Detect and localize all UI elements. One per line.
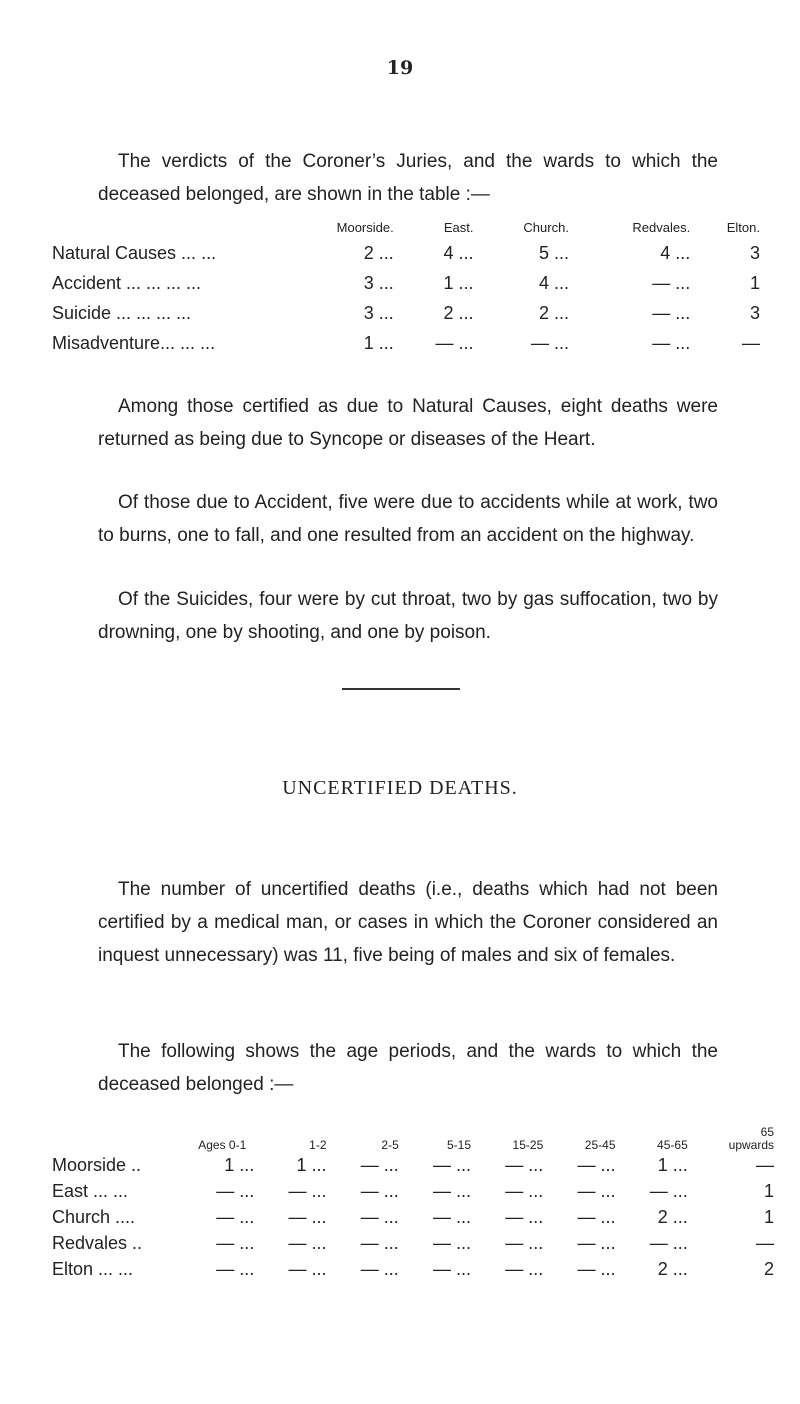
cell: — ... bbox=[216, 1206, 255, 1227]
cell: 2 ... bbox=[657, 1206, 688, 1227]
cell: — ... bbox=[216, 1258, 255, 1279]
col-header-east: East. bbox=[443, 219, 474, 235]
row-label: East ... ... bbox=[52, 1180, 129, 1201]
table-row bbox=[52, 1230, 774, 1256]
cell: — ... bbox=[360, 1232, 399, 1253]
cell: — ... bbox=[288, 1232, 327, 1253]
page-number: 19 bbox=[386, 57, 414, 79]
col-header-1-2: 1-2 bbox=[309, 1138, 327, 1152]
cell: — ... bbox=[649, 1232, 688, 1253]
cell: — ... bbox=[360, 1154, 399, 1175]
cell: 4 ... bbox=[660, 242, 691, 263]
cell: 1 ... bbox=[657, 1154, 688, 1175]
cell: — ... bbox=[216, 1180, 255, 1201]
cell: — ... bbox=[652, 272, 691, 293]
cell: — ... bbox=[577, 1154, 616, 1175]
col-header-2-5: 2-5 bbox=[381, 1138, 399, 1152]
row-label: Misadventure... ... ... bbox=[52, 332, 216, 353]
cell: 5 ... bbox=[538, 242, 569, 263]
col-header-ages-0-1: Ages 0-1 bbox=[198, 1138, 247, 1152]
cell: — bbox=[756, 1232, 774, 1253]
cell: — ... bbox=[505, 1206, 544, 1227]
table-row bbox=[52, 328, 760, 358]
cell: — ... bbox=[505, 1180, 544, 1201]
row-label: Elton ... ... bbox=[52, 1258, 134, 1279]
cell: — ... bbox=[649, 1180, 688, 1201]
row-label: Suicide ... ... ... ... bbox=[52, 302, 192, 323]
row-label: Church .... bbox=[52, 1206, 136, 1227]
cell: 2 ... bbox=[363, 242, 394, 263]
cell: — ... bbox=[652, 332, 691, 353]
cell: — ... bbox=[652, 302, 691, 323]
verdicts-header-row bbox=[52, 216, 760, 238]
paragraph-accident: Of those due to Accident, five were due to accidents while at work, two to burns, one to fall, and one resulted from an accident on the highway. bbox=[98, 492, 718, 546]
col-header-65-upwards bbox=[688, 1124, 774, 1152]
paragraph-ages-intro: The following shows the age periods, and the wards to which the deceased belonged :— bbox=[98, 1041, 718, 1095]
cell: — ... bbox=[505, 1258, 544, 1279]
cell: — bbox=[756, 1154, 774, 1175]
col-header-25-45: 25-45 bbox=[584, 1138, 616, 1152]
cell: 1 ... bbox=[363, 332, 394, 353]
col-header-5-15: 5-15 bbox=[446, 1138, 471, 1152]
age-periods-table bbox=[52, 1124, 774, 1282]
table-row bbox=[52, 1204, 774, 1230]
cell: 2 ... bbox=[443, 302, 474, 323]
col-header-moorside: Moorside. bbox=[336, 219, 394, 235]
cell: — ... bbox=[432, 1258, 471, 1279]
cell: — ... bbox=[360, 1206, 399, 1227]
cell: 1 ... bbox=[224, 1154, 255, 1175]
paragraph-uncertified: The number of uncertified deaths (i.e., deaths which had not been certified by a medical man, or cases in which the Coroner considered an inquest unnecessary) was 11, five being of males and six of females. bbox=[98, 879, 718, 966]
cell: — ... bbox=[577, 1258, 616, 1279]
cell: 2 ... bbox=[657, 1258, 688, 1279]
cell: 3 bbox=[749, 302, 760, 323]
cell: — ... bbox=[505, 1232, 544, 1253]
intro-paragraph: The verdicts of the Coroner’s Juries, and the wards to which the deceased belonged, are shown in the table :— bbox=[98, 151, 718, 205]
cell: — ... bbox=[577, 1232, 616, 1253]
cell: 2 bbox=[763, 1258, 774, 1279]
cell: — ... bbox=[360, 1258, 399, 1279]
paragraph-natural-causes: Among those certified as due to Natural Causes, eight deaths were returned as being due to Syncope or diseases of the Heart. bbox=[98, 396, 718, 450]
col-header-upwards: upwards bbox=[728, 1138, 774, 1152]
table-row bbox=[52, 298, 760, 328]
cell: — ... bbox=[288, 1180, 327, 1201]
section-heading: UNCERTIFIED DEATHS. bbox=[282, 777, 518, 799]
cell: 3 bbox=[749, 242, 760, 263]
cell: — ... bbox=[577, 1180, 616, 1201]
cell: — ... bbox=[432, 1206, 471, 1227]
verdicts-table bbox=[52, 216, 760, 358]
table-row bbox=[52, 1256, 774, 1282]
cell: — ... bbox=[432, 1154, 471, 1175]
table-row bbox=[52, 238, 760, 268]
cell: 4 ... bbox=[443, 242, 474, 263]
cell: 1 ... bbox=[443, 272, 474, 293]
cell: 3 ... bbox=[363, 302, 394, 323]
table-row bbox=[52, 268, 760, 298]
cell: 1 bbox=[763, 1206, 774, 1227]
cell: — ... bbox=[288, 1258, 327, 1279]
cell: — ... bbox=[216, 1232, 255, 1253]
table-row bbox=[52, 1152, 774, 1178]
cell: — ... bbox=[577, 1206, 616, 1227]
col-header-redvales: Redvales. bbox=[632, 219, 691, 235]
cell: — ... bbox=[432, 1180, 471, 1201]
cell: — ... bbox=[360, 1180, 399, 1201]
cell: 1 bbox=[763, 1180, 774, 1201]
cell: 3 ... bbox=[363, 272, 394, 293]
cell: — ... bbox=[435, 332, 474, 353]
col-header-elton: Elton. bbox=[726, 219, 760, 235]
cell: — ... bbox=[288, 1206, 327, 1227]
cell: — bbox=[742, 332, 760, 353]
col-header-15-25: 15-25 bbox=[512, 1138, 544, 1152]
ages-header-row bbox=[52, 1124, 774, 1152]
verdicts-header-blank bbox=[52, 216, 274, 238]
row-label: Redvales .. bbox=[52, 1232, 143, 1253]
table-row bbox=[52, 1178, 774, 1204]
cell: — ... bbox=[432, 1232, 471, 1253]
cell: — ... bbox=[505, 1154, 544, 1175]
row-label: Natural Causes ... ... bbox=[52, 242, 217, 263]
cell: 2 ... bbox=[538, 302, 569, 323]
row-label: Moorside .. bbox=[52, 1154, 142, 1175]
col-header-65: 65 bbox=[760, 1125, 774, 1139]
cell: 1 ... bbox=[296, 1154, 327, 1175]
cell: — ... bbox=[530, 332, 569, 353]
cell: 1 bbox=[749, 272, 760, 293]
col-header-45-65: 45-65 bbox=[657, 1138, 688, 1152]
section-divider bbox=[342, 688, 460, 690]
row-label: Accident ... ... ... ... bbox=[52, 272, 202, 293]
cell: 4 ... bbox=[538, 272, 569, 293]
col-header-church: Church. bbox=[523, 219, 569, 235]
paragraph-suicide: Of the Suicides, four were by cut throat, two by gas suffocation, two by drowning, one by shooting, and one by poison. bbox=[98, 589, 718, 643]
